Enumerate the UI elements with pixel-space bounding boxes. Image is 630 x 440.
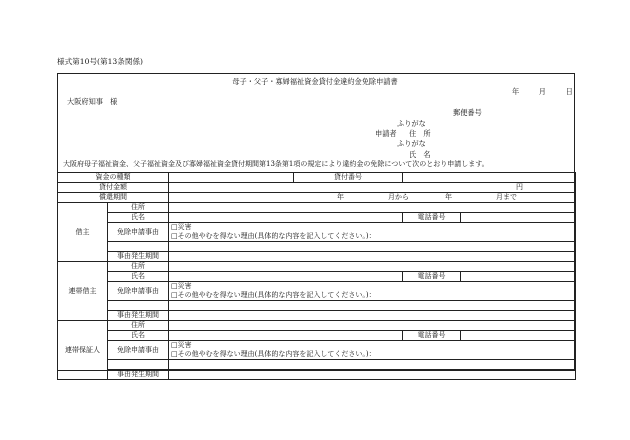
period-year-1: 年 (337, 193, 344, 201)
date-day: 日 (565, 87, 573, 96)
s3-period-label: 事由発生期間 (108, 370, 169, 380)
s3-reason-detail-field[interactable] (169, 360, 576, 370)
period-from: 月から (388, 193, 409, 201)
section-guarantor: 連帯保証人 (58, 321, 108, 380)
s2-reason-detail-field[interactable] (169, 301, 576, 311)
s1-reason-detail-field[interactable] (169, 242, 576, 252)
postal-code-label: 郵便番号 (453, 108, 482, 117)
s2-period-field[interactable] (169, 311, 576, 321)
s2-disaster-checkbox[interactable]: □災害 (169, 282, 576, 292)
yen-label: 円 (516, 183, 523, 191)
row-repayment-period (58, 193, 576, 203)
s3-name-row (58, 331, 576, 341)
applicant-address-label: 住 所 (409, 129, 431, 138)
loan-number-field[interactable] (403, 173, 576, 183)
s1-disaster-checkbox[interactable]: □災害 (169, 223, 576, 233)
furigana-label-2: ふりがな (397, 139, 426, 148)
s1-reason-row-3 (58, 242, 576, 252)
furigana-label-1: ふりがな (397, 119, 426, 128)
s1-phone-label: 電話番号 (403, 213, 461, 223)
row-loan-amount (58, 183, 576, 193)
s1-period-row (58, 252, 576, 262)
s2-phone-label: 電話番号 (403, 272, 461, 282)
repayment-period-field[interactable] (169, 193, 576, 203)
s1-address-row (58, 203, 576, 213)
loan-amount-label: 貸付金額 (58, 183, 169, 193)
row-fund-type (58, 173, 576, 183)
s1-period-field[interactable] (169, 252, 576, 262)
s2-reason-label: 免除申請事由 (108, 282, 169, 301)
s3-phone-label: 電話番号 (403, 331, 461, 341)
s2-name-label: 氏名 (108, 272, 169, 282)
s1-reason-row-1 (58, 223, 576, 233)
date-year: 年 (512, 87, 520, 96)
s2-phone-field[interactable] (461, 272, 576, 282)
s3-disaster-checkbox[interactable]: □災害 (169, 341, 576, 351)
s2-period-row (58, 311, 576, 321)
s3-name-field[interactable] (169, 331, 403, 341)
applicant-name-label: 氏 名 (409, 150, 431, 159)
s1-address-field[interactable] (169, 203, 576, 213)
s2-period-label: 事由発生期間 (108, 311, 169, 321)
date-line (512, 88, 573, 95)
s1-name-label: 氏名 (108, 213, 169, 223)
addressee: 大阪府知事 様 (67, 97, 118, 106)
s2-reason-row-3 (58, 301, 576, 311)
application-table (57, 172, 576, 380)
s3-name-label: 氏名 (108, 331, 169, 341)
s3-period-row (58, 370, 576, 380)
s2-other-reason-checkbox[interactable]: □その他やむを得ない理由(具体的な内容を記入してください。)： (169, 291, 576, 301)
loan-amount-field[interactable] (169, 183, 576, 193)
s3-period-field[interactable] (169, 370, 576, 380)
s2-reason-spacer (108, 301, 169, 311)
s1-period-label: 事由発生期間 (108, 252, 169, 262)
repayment-period-label: 償還期間 (58, 193, 169, 203)
s2-address-row (58, 262, 576, 272)
section-joint-borrower: 連帯借主 (58, 262, 108, 321)
applicant-label: 申請者 (375, 129, 397, 138)
s2-address-label: 住所 (108, 262, 169, 272)
period-to: 月まで (496, 193, 517, 201)
s3-reason-row-1 (58, 341, 576, 351)
statement: 大阪府母子福祉資金、父子福祉資金及び寡婦福祉資金貸付期間第13条第1項の規定により違約金の免除について次のとおり申請します。 (63, 160, 489, 168)
s2-name-field[interactable] (169, 272, 403, 282)
s1-name-field[interactable] (169, 213, 403, 223)
s3-phone-field[interactable] (461, 331, 576, 341)
loan-number-label: 貸付番号 (294, 173, 403, 183)
s1-name-row (58, 213, 576, 223)
s2-address-field[interactable] (169, 262, 576, 272)
s3-other-reason-checkbox[interactable]: □その他やむを得ない理由(具体的な内容を記入してください。)： (169, 350, 576, 360)
fund-type-field[interactable] (169, 173, 294, 183)
fund-type-label: 資金の種類 (58, 173, 169, 183)
s2-name-row (58, 272, 576, 282)
s1-address-label: 住所 (108, 203, 169, 213)
s3-reason-spacer (108, 360, 169, 370)
form-number: 様式第10号(第13条関係) (57, 57, 143, 66)
form-title: 母子・父子・寡婦福祉資金貸付金違約金免除申請書 (232, 77, 398, 86)
s1-reason-label: 免除申請事由 (108, 223, 169, 242)
s1-phone-field[interactable] (461, 213, 576, 223)
s2-reason-row-1 (58, 282, 576, 292)
s3-reason-row-3 (58, 360, 576, 370)
date-month: 月 (538, 87, 546, 96)
s3-address-label: 住所 (108, 321, 169, 331)
s3-reason-label: 免除申請事由 (108, 341, 169, 360)
s3-address-field[interactable] (169, 321, 576, 331)
s1-reason-spacer (108, 242, 169, 252)
s3-address-row (58, 321, 576, 331)
section-borrower: 借主 (58, 203, 108, 262)
period-year-2: 年 (445, 193, 452, 201)
s1-other-reason-checkbox[interactable]: □その他やむを得ない理由(具体的な内容を記入してください。)： (169, 232, 576, 242)
